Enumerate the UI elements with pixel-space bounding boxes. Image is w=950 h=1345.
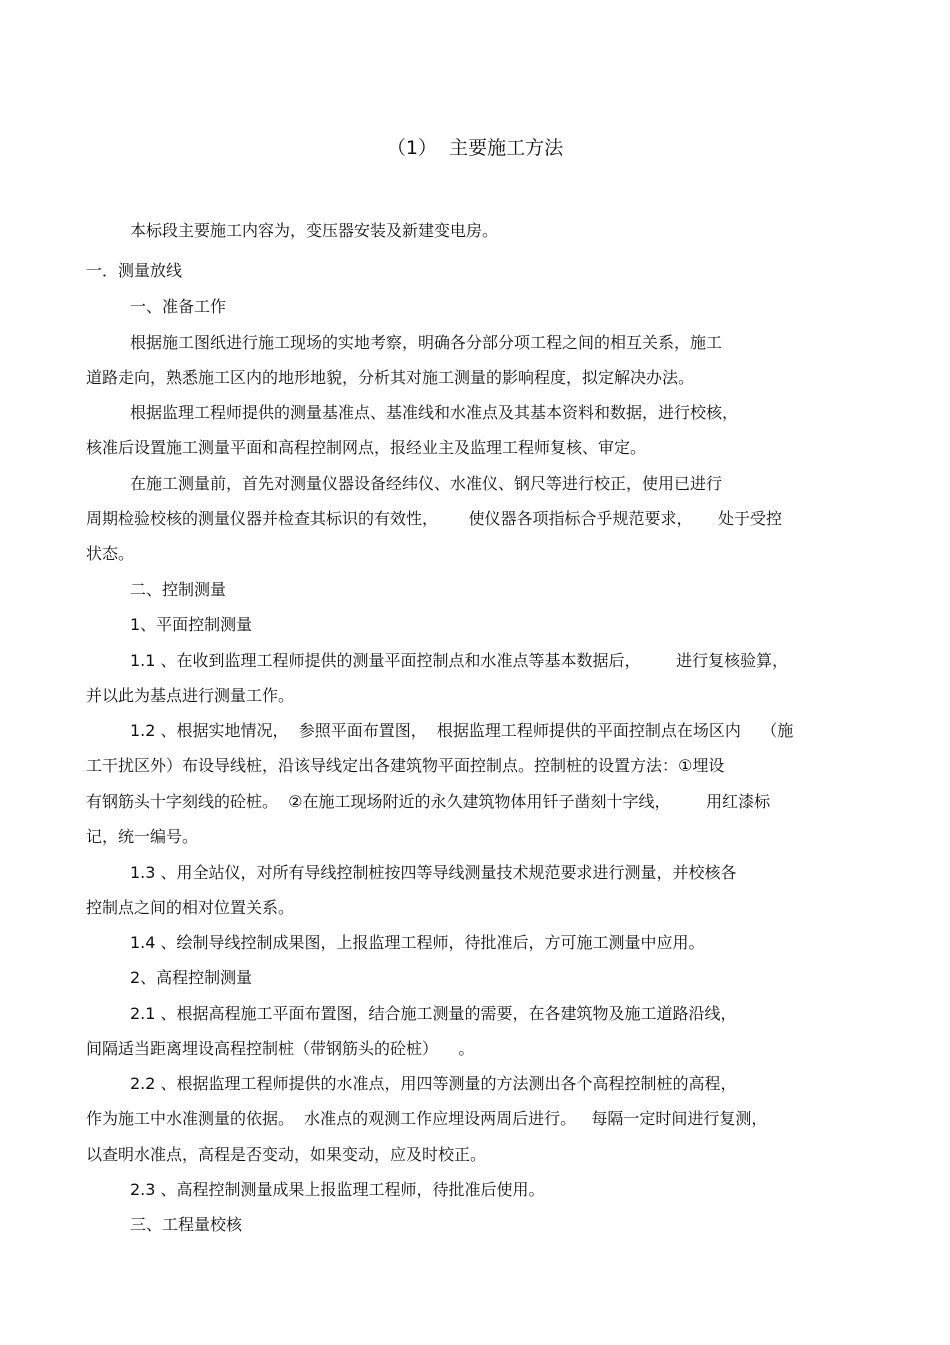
paragraph-line: 1.4 、绘制导线控制成果图，上报监理工程师，待批准后，方可施工测量中应用。 [130,933,705,952]
paragraph-line: 有钢筋头十字刻线的砼桩。 ②在施工现场附近的永久建筑物体用钎子凿刻十字线， 用红漆标 [86,792,771,811]
paragraph-line: 以查明水准点，高程是否变动，如果变动，应及时校正。 [86,1145,487,1164]
paragraph-line: 2.1 、根据高程施工平面布置图，结合施工测量的需要，在各建筑物及施工道路沿线， [130,1004,737,1023]
paragraph-line: 1.1 、在收到监理工程师提供的测量平面控制点和水准点等基本数据后， 进行复核验算， [130,651,789,670]
paragraph-line: 作为施工中水准测量的依据。 水准点的观测工作应埋设两周后进行。 每隔一定时间进行复测， [86,1109,768,1128]
paragraph-line: 2.3 、高程控制测量成果上报监理工程师，待批准后使用。 [130,1180,545,1199]
paragraph-line: 周期检验校核的测量仪器并检查其标识的有效性， 使仪器各项指标合乎规范要求， 处于受控 [86,509,782,528]
paragraph-line: 1.3 、用全站仪，对所有导线控制桩按四等导线测量技术规范要求进行测量，并校核各 [130,863,737,882]
paragraph-line: 2.2 、根据监理工程师提供的水准点，用四等测量的方法测出各个高程控制桩的高程， [130,1074,737,1093]
subsection-heading-control: 二、控制测量 [130,580,227,599]
paragraph-line: 道路走向，熟悉施工区内的地形地貌，分析其对施工测量的影响程度，拟定解决办法。 [86,368,695,387]
intro-paragraph: 本标段主要施工内容为，变压器安装及新建变电房。 [130,221,499,240]
paragraph-line: 状态。 [86,544,135,563]
page-title: （1） 主要施工方法 [386,137,564,159]
subsection-heading-quantity-check: 三、工程量校核 [130,1215,243,1234]
subsection-heading-plane-control: 1、平面控制测量 [130,615,253,634]
paragraph-line: 工干扰区外）布设导线桩，沿该导线定出各建筑物平面控制点。控制桩的设置方法：①埋设 [86,756,725,775]
paragraph-line: 1.2 、根据实地情况， 参照平面布置图， 根据监理工程师提供的平面控制点在场区内 （施 [130,721,794,740]
subsection-heading-elevation-control: 2、高程控制测量 [130,968,253,987]
subsection-heading-preparation: 一、准备工作 [130,297,227,316]
paragraph-line: 核准后设置施工测量平面和高程控制网点，报经业主及监理工程师复核、审定。 [86,438,647,457]
paragraph-line: 间隔适当距离埋设高程控制桩（带钢筋头的砼桩） 。 [86,1039,475,1058]
paragraph-line: 控制点之间的相对位置关系。 [86,898,295,917]
paragraph-line: 根据监理工程师提供的测量基准点、基准线和水准点及其基本资料和数据，进行校核， [130,403,739,422]
paragraph-line: 在施工测量前，首先对测量仪器设备经纬仪、水准仪、钢尺等进行校正，使用已进行 [130,474,723,493]
paragraph-line: 记，统一编号。 [86,827,199,846]
paragraph-line: 根据施工图纸进行施工现场的实地考察，明确各分部分项工程之间的相互关系，施工 [130,333,723,352]
section-heading-survey: 一．测量放线 [86,261,183,280]
paragraph-line: 并以此为基点进行测量工作。 [86,686,295,705]
